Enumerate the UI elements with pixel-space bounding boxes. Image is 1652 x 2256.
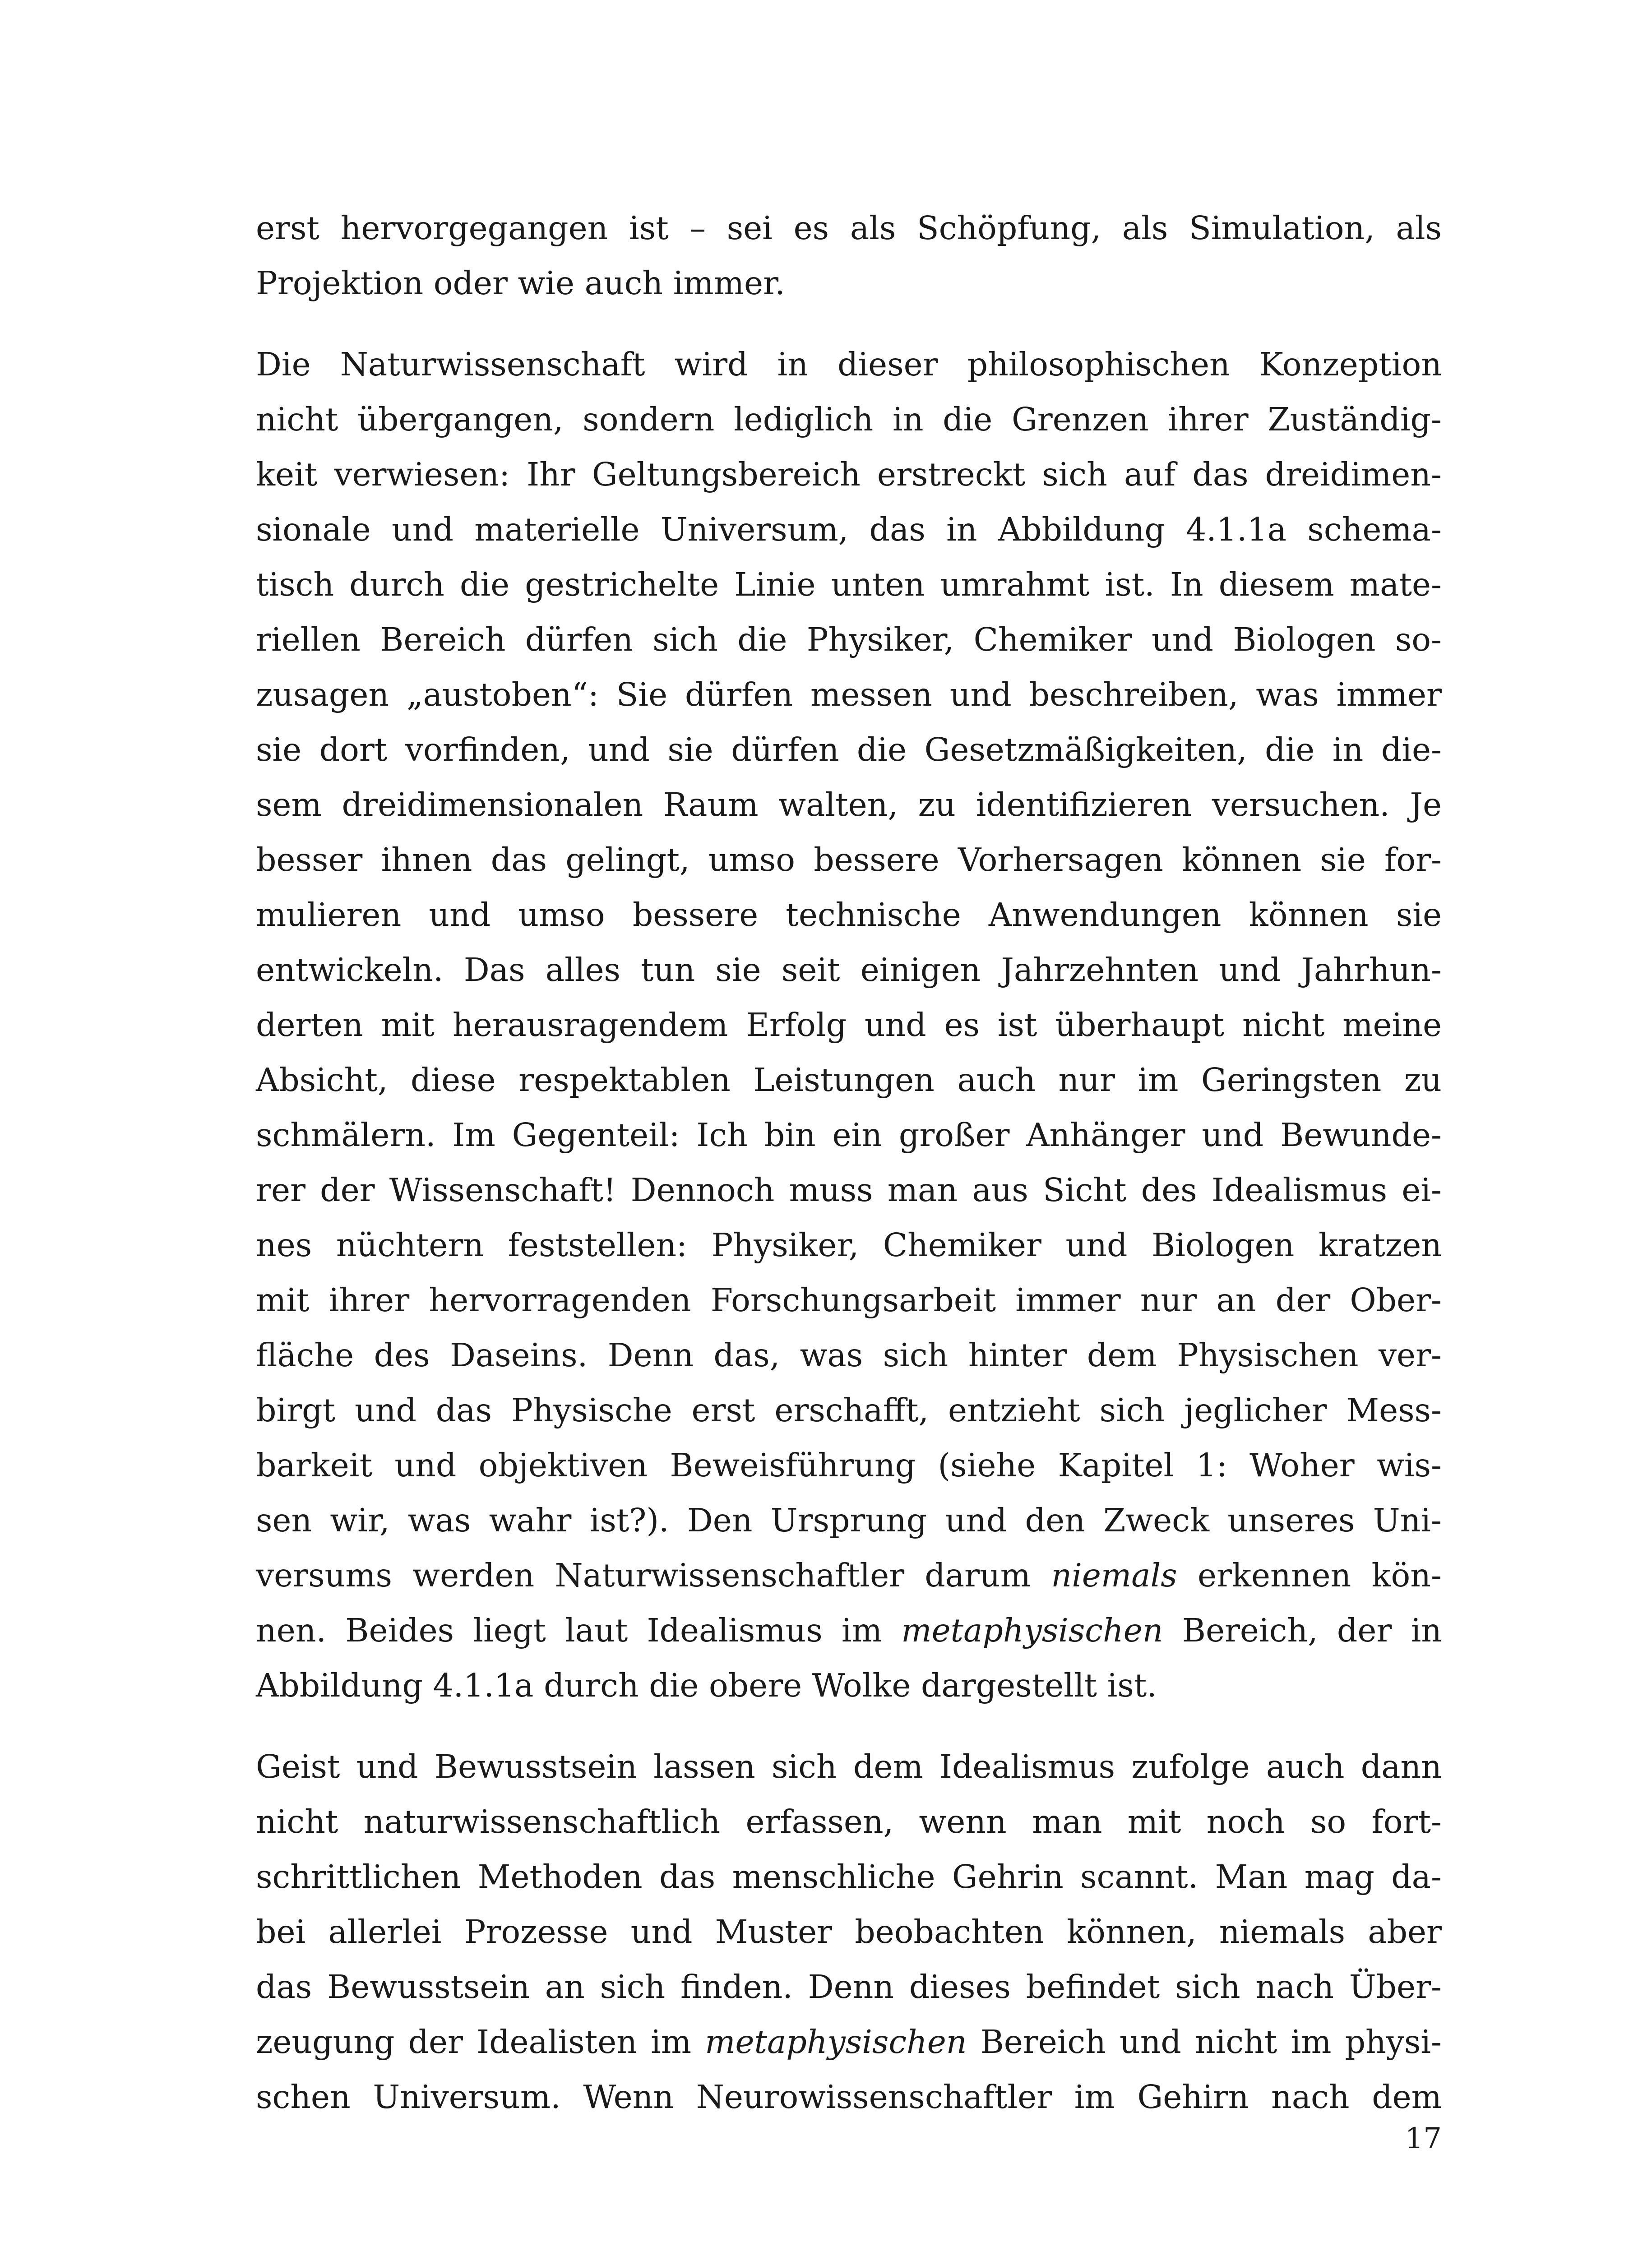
text-line	[256, 502, 1442, 557]
text-line	[256, 1438, 1442, 1493]
paragraph	[256, 201, 1442, 311]
text-line	[256, 998, 1442, 1053]
text-segment: Absicht, diese respektablen Leistungen auch nur im Geringsten zu	[256, 1061, 1442, 1099]
text-line	[256, 1658, 1442, 1713]
text-line	[256, 1163, 1442, 1218]
text-line	[256, 1218, 1442, 1273]
text-line	[256, 2015, 1442, 2070]
body-text	[256, 201, 1442, 2151]
text-line	[256, 2070, 1442, 2125]
text-line	[256, 832, 1442, 888]
text-segment: schmälern. Im Gegenteil: Ich bin ein großer Anhänger und Bewunde-	[256, 1116, 1442, 1154]
text-segment: Bereich, der in	[1163, 1612, 1442, 1649]
text-segment: nicht übergangen, sondern lediglich in die Grenzen ihrer Zuständig-	[256, 401, 1442, 438]
text-segment: schen Universum. Wenn Neurowissenschaftler im Gehirn nach dem	[256, 2078, 1442, 2116]
text-segment: zusagen „austoben“: Sie dürfen messen und beschreiben, was immer	[256, 676, 1442, 713]
text-line	[256, 1328, 1442, 1383]
text-line	[256, 1273, 1442, 1328]
text-segment: fläche des Daseins. Denn das, was sich hinter dem Physischen ver-	[256, 1336, 1442, 1374]
text-segment: das Bewusstsein an sich finden. Denn dieses befindet sich nach Über-	[256, 1968, 1442, 2006]
text-segment: versums werden Naturwissenschaftler darum	[256, 1557, 1051, 1594]
emphasis: niemals	[1051, 1557, 1177, 1594]
text-line	[256, 1053, 1442, 1108]
paragraph	[256, 1739, 1442, 2125]
text-line	[256, 256, 1442, 311]
text-segment: besser ihnen das gelingt, umso bessere Vorhersagen können sie for-	[256, 841, 1442, 878]
text-line	[256, 777, 1442, 832]
text-line	[256, 943, 1442, 998]
text-line	[256, 337, 1442, 392]
text-line	[256, 1960, 1442, 2015]
text-line	[256, 1383, 1442, 1438]
text-line	[256, 1905, 1442, 1960]
text-line	[256, 667, 1442, 722]
text-segment: sionale und materielle Universum, das in Abbildung 4.1.1a schema-	[256, 511, 1442, 548]
text-line	[256, 1739, 1442, 1794]
text-segment: nes nüchtern feststellen: Physiker, Chemiker und Biologen kratzen	[256, 1226, 1442, 1264]
text-line	[256, 1108, 1442, 1163]
text-line	[256, 1794, 1442, 1849]
text-segment: sen wir, was wahr ist?). Den Ursprung und den Zweck unseres Uni-	[256, 1502, 1442, 1539]
text-line	[256, 1603, 1442, 1658]
text-segment: Bereich und nicht im physi-	[967, 2023, 1442, 2061]
text-segment: mit ihrer hervorragenden Forschungsarbeit immer nur an der Ober-	[256, 1281, 1442, 1319]
paragraph	[256, 337, 1442, 1713]
text-segment: erst hervorgegangen ist – sei es als Schöpfung, als Simulation, als	[256, 209, 1442, 247]
text-line	[256, 888, 1442, 943]
text-line	[256, 1493, 1442, 1548]
text-segment: entwickeln. Das alles tun sie seit einigen Jahrzehnten und Jahrhun-	[256, 951, 1442, 989]
text-line	[256, 612, 1442, 667]
emphasis: metaphysischen	[901, 1612, 1163, 1649]
text-line	[256, 557, 1442, 612]
text-segment: keit verwiesen: Ihr Geltungsbereich erstreckt sich auf das dreidimen-	[256, 456, 1442, 493]
text-line	[256, 201, 1442, 256]
text-segment: Die Naturwissenschaft wird in dieser philosophischen Konzeption	[256, 346, 1442, 383]
text-line	[256, 722, 1442, 777]
text-line	[256, 392, 1442, 447]
text-line	[256, 447, 1442, 502]
text-segment: mulieren und umso bessere technische Anwendungen können sie	[256, 896, 1442, 934]
text-segment: zeugung der Idealisten im	[256, 2023, 705, 2061]
text-line	[256, 1548, 1442, 1603]
page-number: 17	[1405, 2122, 1442, 2155]
text-segment: tisch durch die gestrichelte Linie unten umrahmt ist. In diesem mate-	[256, 566, 1442, 603]
text-segment: nicht naturwissenschaftlich erfassen, wenn man mit noch so fort-	[256, 1803, 1442, 1840]
text-segment: schrittlichen Methoden das menschliche Gehrin scannt. Man mag da-	[256, 1858, 1442, 1895]
text-segment: riellen Bereich dürfen sich die Physiker, Chemiker und Biologen so-	[256, 621, 1442, 658]
text-segment: erkennen kön-	[1177, 1557, 1442, 1594]
text-line	[256, 1849, 1442, 1905]
text-segment: barkeit und objektiven Beweisführung (siehe Kapitel 1: Woher wis-	[256, 1447, 1442, 1484]
text-segment: Abbildung 4.1.1a durch die obere Wolke dargestellt ist.	[256, 1667, 1157, 1704]
text-segment: sem dreidimensionalen Raum walten, zu identifizieren versuchen. Je	[256, 786, 1442, 823]
text-segment: derten mit herausragendem Erfolg und es ist überhaupt nicht meine	[256, 1006, 1442, 1044]
text-segment: birgt und das Physische erst erschafft, entzieht sich jeglicher Mess-	[256, 1392, 1442, 1429]
text-segment: sie dort vorfinden, und sie dürfen die Gesetzmäßigkeiten, die in die-	[256, 731, 1442, 768]
text-segment: rer der Wissenschaft! Dennoch muss man aus Sicht des Idealismus ei-	[256, 1171, 1442, 1209]
emphasis: metaphysischen	[705, 2023, 967, 2061]
text-segment: nen. Beides liegt laut Idealismus im	[256, 1612, 902, 1649]
text-segment: Geist und Bewusstsein lassen sich dem Idealismus zufolge auch dann	[256, 1748, 1442, 1785]
text-segment: Projektion oder wie auch immer.	[256, 264, 785, 302]
text-segment: bei allerlei Prozesse und Muster beobachten können, niemals aber	[256, 1913, 1442, 1951]
